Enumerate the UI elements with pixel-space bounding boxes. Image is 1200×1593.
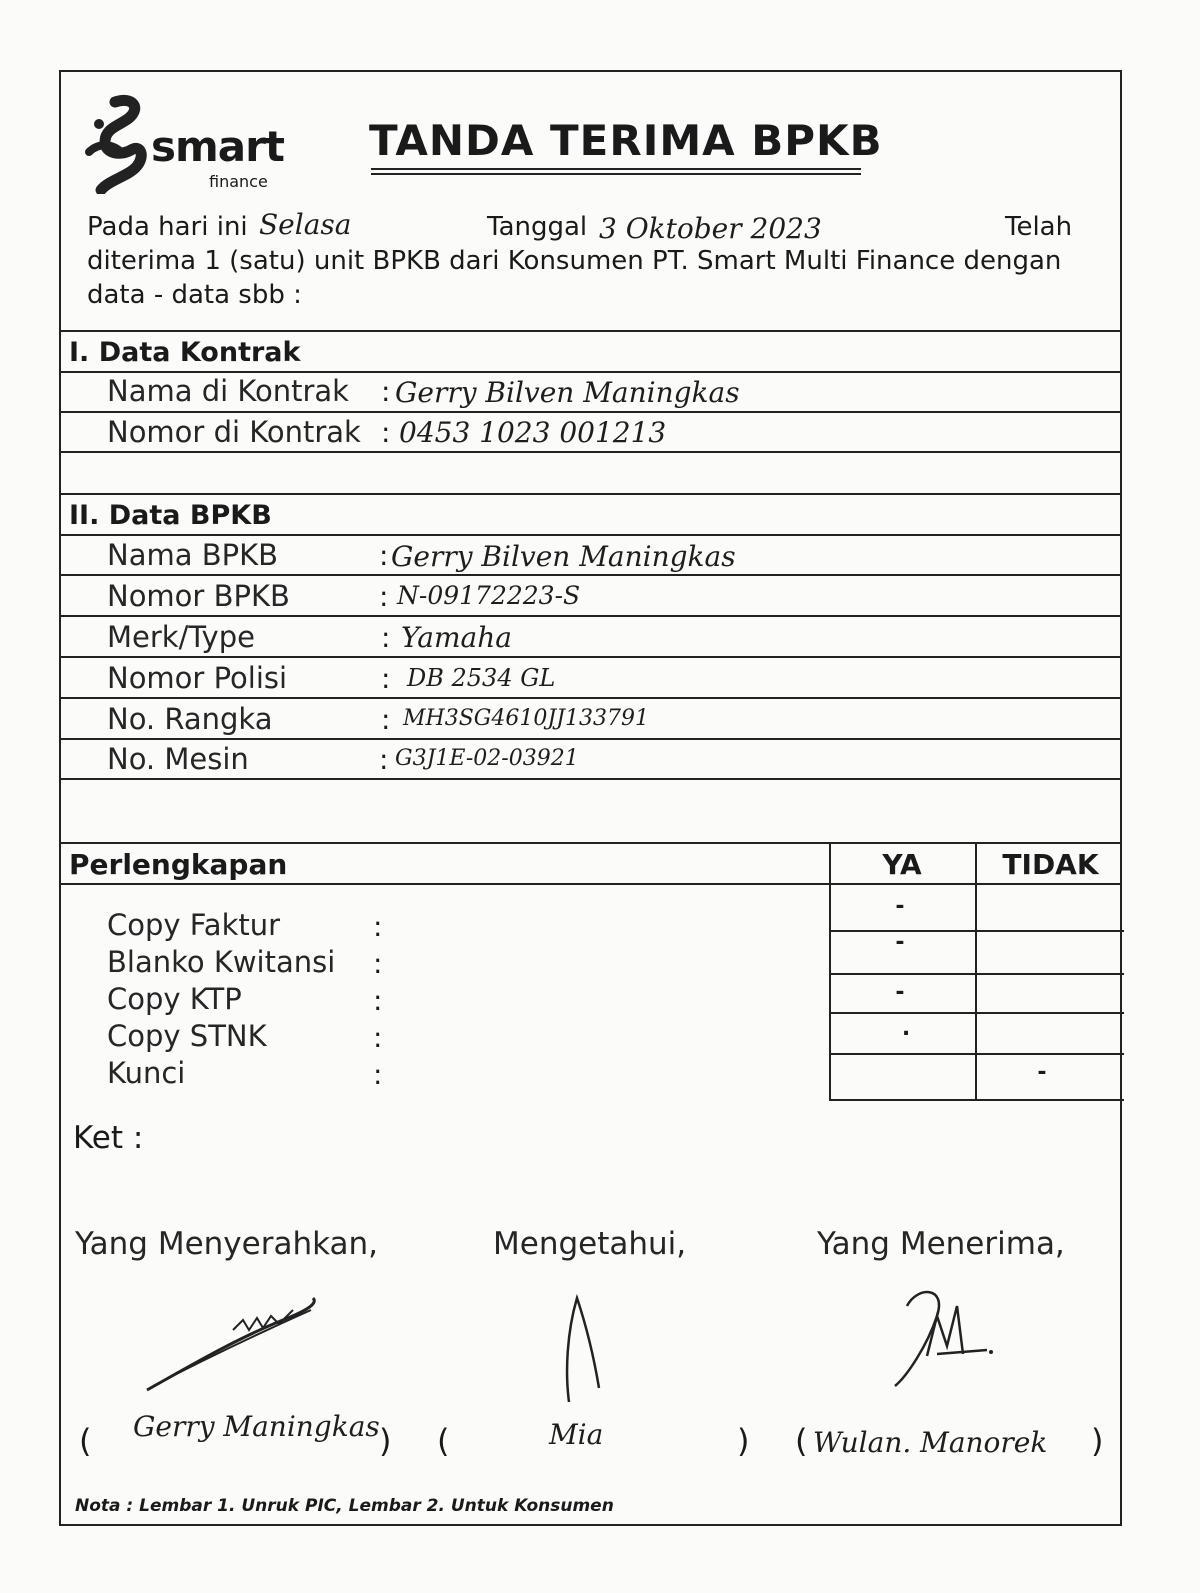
bpkb-label: No. Mesin <box>107 742 249 776</box>
tanggal-label: Tanggal <box>487 212 588 242</box>
bpkb-colon: : <box>381 621 391 654</box>
day-value: Selasa <box>259 208 352 241</box>
divider <box>61 615 1120 617</box>
paren-open: ( <box>79 1422 92 1460</box>
ya-mark: - <box>895 980 905 1005</box>
bpkb-colon: : <box>381 662 391 695</box>
item-colon: : <box>373 1058 383 1091</box>
divider <box>61 371 1120 373</box>
intro-line-3: data - data sbb : <box>87 280 302 310</box>
col-header-ya: YA <box>882 848 922 881</box>
intro-line-2: diterima 1 (satu) unit BPKB dari Konsumen PT. Smart Multi Finance dengan <box>87 246 1062 276</box>
title-underline-2 <box>371 173 861 175</box>
paren-close: ) <box>737 1422 750 1460</box>
item-label: Kunci <box>107 1056 186 1090</box>
smart-finance-logo <box>85 94 285 194</box>
name-middle: Mia <box>549 1418 604 1451</box>
item-colon: : <box>373 947 383 980</box>
kontrak-value: 0453 1023 001213 <box>399 416 667 449</box>
item-label: Copy KTP <box>107 982 242 1016</box>
row-divider <box>829 1053 1124 1055</box>
bpkb-label: Merk/Type <box>107 620 255 654</box>
item-colon: : <box>373 984 383 1017</box>
nota-text: Nota : Lembar 1. Unruk PIC, Lembar 2. Untuk Konsumen <box>75 1496 614 1516</box>
ket-label: Ket : <box>73 1120 144 1156</box>
perlengkapan-heading: Perlengkapan <box>69 848 288 881</box>
kontrak-heading: I. Data Kontrak <box>69 337 301 368</box>
divider <box>61 697 1120 699</box>
paren-close: ) <box>1091 1422 1104 1460</box>
item-colon: : <box>373 910 383 943</box>
divider <box>61 534 1120 536</box>
divider <box>61 493 1120 495</box>
mengetahui-label: Mengetahui, <box>493 1226 687 1262</box>
ya-mark: - <box>895 894 905 919</box>
col-header-tidak: TIDAK <box>1002 848 1099 881</box>
kontrak-colon: : <box>381 416 391 449</box>
perlengkapan-table-bottom <box>829 1099 1124 1101</box>
divider <box>61 738 1120 740</box>
signature-right <box>877 1276 1007 1396</box>
item-label: Blanko Kwitansi <box>107 945 336 979</box>
ya-mark: - <box>895 930 905 955</box>
paren-open: ( <box>437 1422 450 1460</box>
logo-brand-text: smart <box>151 122 284 171</box>
tidak-mark: - <box>1037 1060 1047 1085</box>
divider <box>61 842 1120 844</box>
pada-hari-label: Pada hari ini <box>87 212 248 242</box>
bpkb-colon: : <box>381 703 391 736</box>
bpkb-colon: : <box>379 580 389 613</box>
bpkb-label: Nomor Polisi <box>107 661 288 695</box>
divider <box>61 451 1120 453</box>
form-frame <box>59 70 1122 1526</box>
bpkb-colon: : <box>379 743 389 776</box>
signature-middle <box>559 1292 619 1412</box>
smart-swirl-icon <box>85 94 155 194</box>
logo-sub-text: finance <box>209 172 268 191</box>
divider <box>61 411 1120 413</box>
bpkb-label: Nama BPKB <box>107 538 278 572</box>
kontrak-colon: : <box>381 375 391 408</box>
paren-open: ( <box>795 1422 808 1460</box>
ya-mark: . <box>901 1016 911 1041</box>
bpkb-value: DB 2534 GL <box>407 664 556 692</box>
bpkb-value: G3J1E-02-03921 <box>395 746 579 771</box>
yang-menerima-label: Yang Menerima, <box>817 1226 1065 1262</box>
row-divider <box>829 930 1124 932</box>
name-right: Wulan. Manorek <box>813 1426 1048 1459</box>
telah-label: Telah <box>1005 212 1073 242</box>
kontrak-label: Nomor di Kontrak <box>107 415 361 449</box>
bpkb-value: Yamaha <box>401 621 512 654</box>
signature-left <box>143 1290 343 1400</box>
paren-close: ) <box>379 1422 392 1460</box>
page-title: TANDA TERIMA BPKB <box>369 116 883 165</box>
bpkb-heading: II. Data BPKB <box>69 500 272 531</box>
yang-menyerahkan-label: Yang Menyerahkan, <box>75 1226 379 1262</box>
divider <box>61 778 1120 780</box>
name-left: Gerry Maningkas <box>133 1410 380 1443</box>
date-value: 3 Oktober 2023 <box>599 212 822 245</box>
bpkb-value: MH3SG4610JJ133791 <box>403 706 649 731</box>
bpkb-colon: : <box>379 539 389 572</box>
item-colon: : <box>373 1021 383 1054</box>
item-label: Copy STNK <box>107 1019 267 1053</box>
bpkb-label: No. Rangka <box>107 702 273 736</box>
divider <box>61 883 1120 885</box>
kontrak-value: Gerry Bilven Maningkas <box>395 376 740 409</box>
bpkb-value: N-09172223-S <box>397 581 581 610</box>
divider <box>61 656 1120 658</box>
row-divider <box>829 1012 1124 1014</box>
bpkb-label: Nomor BPKB <box>107 579 290 613</box>
divider <box>61 574 1120 576</box>
item-label: Copy Faktur <box>107 908 281 942</box>
kontrak-label: Nama di Kontrak <box>107 374 349 408</box>
row-divider <box>829 973 1124 975</box>
title-underline <box>371 168 861 170</box>
divider <box>61 330 1120 332</box>
bpkb-value: Gerry Bilven Maningkas <box>391 540 736 573</box>
